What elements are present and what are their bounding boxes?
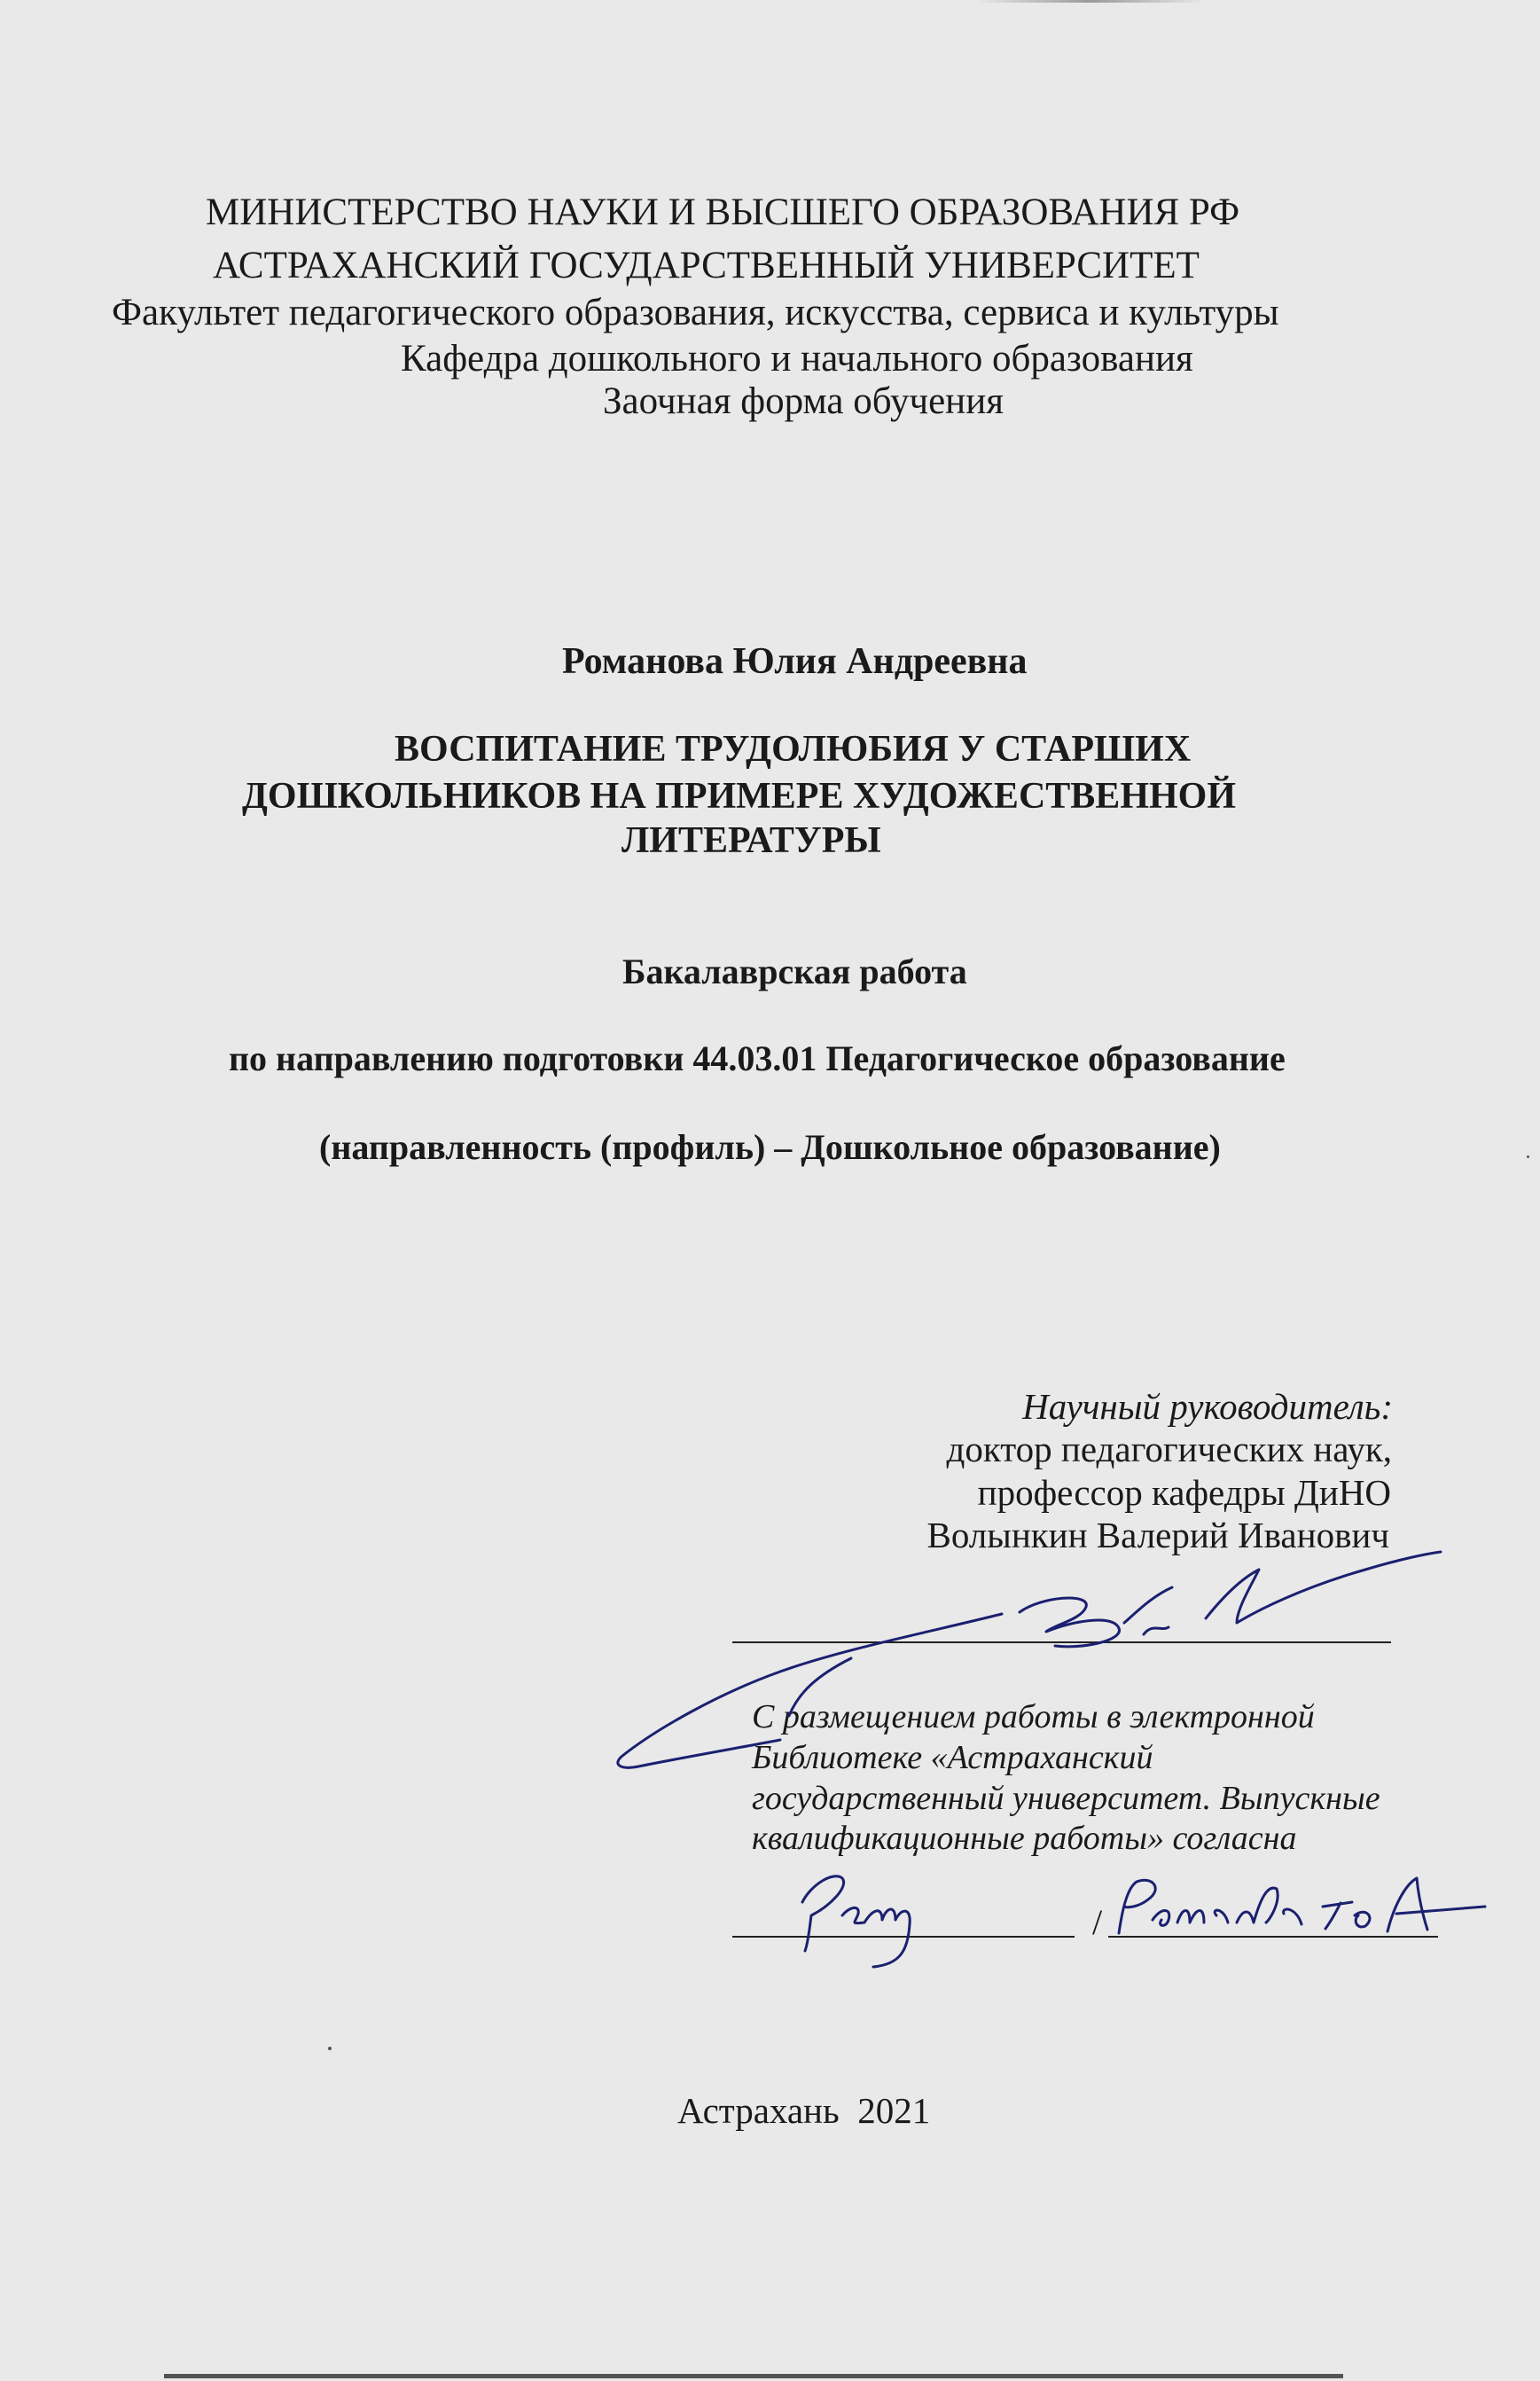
thesis-title-line-2: ДОШКОЛЬНИКОВ НА ПРИМЕРЕ ХУДОЖЕСТВЕННОЙ [242,776,1236,817]
handwritten-name-signature [1119,1878,1485,1933]
city-year: Астрахань 2021 [677,2090,931,2131]
department-line: Кафедра дошкольного и начального образования [401,338,1193,380]
direction: по направлению подготовки 44.03.01 Педагогическое образование [229,1038,1286,1078]
supervisor-name: Волынкин Валерий Иванович [926,1515,1389,1555]
scan-edge-bottom [164,2374,1343,2378]
work-type: Бакалаврская работа [622,952,967,991]
ministry-line: МИНИСТЕРСТВО НАУКИ И ВЫСШЕГО ОБРАЗОВАНИЯ РФ [206,192,1240,233]
scan-speck [1527,1155,1529,1158]
consent-line-2: Библиотеке «Астраханский [752,1739,1153,1776]
faculty-line: Факультет педагогического образования, искусства, сервиса и культуры [112,292,1279,333]
supervisor-label: Научный руководитель: [1022,1386,1393,1427]
scan-edge-top [975,0,1206,3]
consent-line-4: квалификационные работы» согласна [752,1820,1297,1857]
supervisor-signature-line [732,1641,1391,1643]
consent-line-1: С размещением работы в электронной [752,1698,1315,1735]
consent-signature-line [732,1936,1075,1938]
university-line: АСТРАХАНСКИЙ ГОСУДАРСТВЕННЫЙ УНИВЕРСИТЕТ [213,245,1200,286]
study-form-line: Заочная форма обучения [603,380,1004,422]
author-name: Романова Юлия Андреевна [562,641,1028,682]
thesis-title-line-3: ЛИТЕРАТУРЫ [621,820,881,861]
consent-separator: / [1092,1902,1103,1942]
supervisor-degree: доктор педагогических наук, [946,1429,1392,1469]
scan-speck [328,2047,332,2050]
consent-line-3: государственный университет. Выпускные [752,1780,1380,1817]
profile: (направленность (профиль) – Дошкольное образование) [319,1127,1221,1167]
consent-signature [802,1876,910,1967]
thesis-title-line-1: ВОСПИТАНИЕ ТРУДОЛЮБИЯ У СТАРШИХ [395,729,1192,770]
supervisor-position: профессор кафедры ДиНО [977,1472,1391,1513]
consent-name-line [1108,1936,1438,1938]
